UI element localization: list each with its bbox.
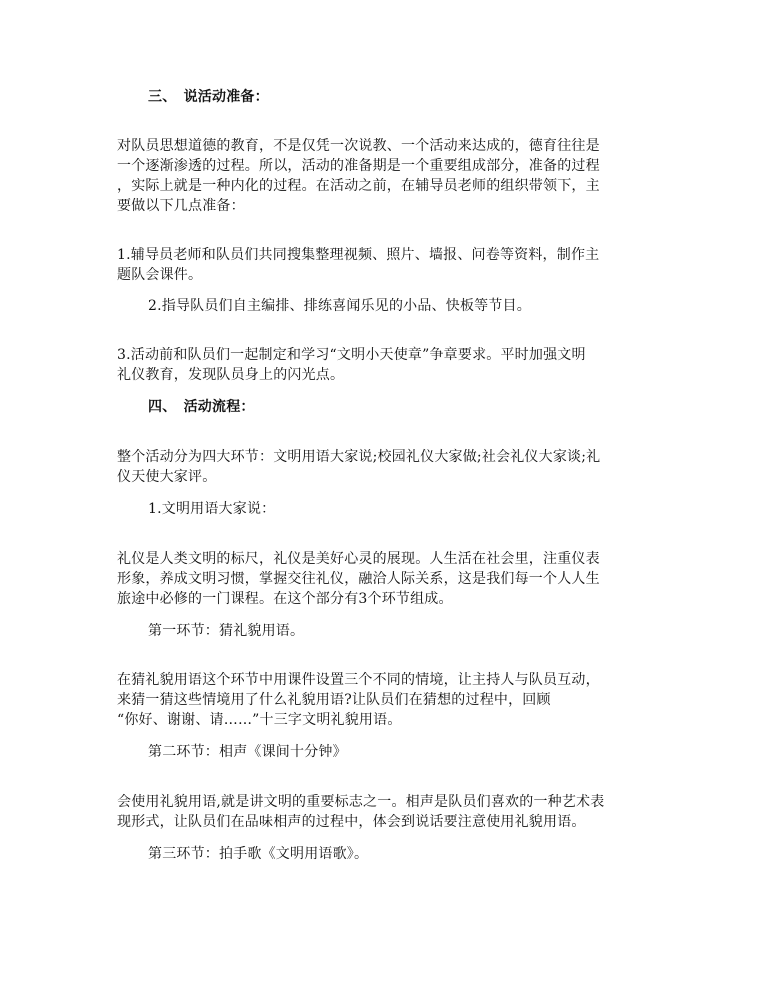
paragraph-line: 仪天使大家评。 xyxy=(117,469,217,485)
paragraph-line: 旅途中必修的一门课程。在这个部分有3个环节组成。 xyxy=(117,591,453,607)
paragraph-line: 礼仪是人类文明的标尺，礼仪是美好心灵的展现。人生活在社会里，注重仪表 xyxy=(117,551,600,567)
list-item-1-line: 1.辅导员老师和队员们共同搜集整理视频、照片、墙报、问卷等资料，制作主 xyxy=(117,247,600,263)
subsection-heading: 1.文明用语大家说： xyxy=(148,501,276,517)
section-heading-4: 四、 活动流程： xyxy=(148,399,255,415)
paragraph-line: 一个逐渐渗透的过程。所以，活动的准备期是一个重要组成部分，准备的过程 xyxy=(117,158,600,174)
list-item-3-line: 礼仪教育，发现队员身上的闪光点。 xyxy=(117,367,345,383)
paragraph-line: 现形式，让队员们在品味相声的过程中，体会到说话要注意使用礼貌用语。 xyxy=(117,814,586,830)
step-1-title: 第一环节：猜礼貌用语。 xyxy=(148,623,305,639)
paragraph-line: 会使用礼貌用语,就是讲文明的重要标志之一。相声是队员们喜欢的一种艺术表 xyxy=(117,794,605,810)
paragraph-line: 来猜一猜这些情境用了什么礼貌用语?让队员们在猜想的过程中，回顾 xyxy=(117,692,551,708)
paragraph-line: 对队员思想道德的教育，不是仅凭一次说教、一个活动来达成的，德育往往是 xyxy=(117,138,600,154)
step-2-title: 第二环节：相声《课间十分钟》 xyxy=(148,744,347,760)
list-item-1-line: 题队会课件。 xyxy=(117,267,203,283)
list-item-3-line: 3.活动前和队员们一起制定和学习“文明小天使章”争章要求。平时加强文明 xyxy=(117,347,586,363)
paragraph-line: ，实际上就是一种内化的过程。在活动之前，在辅导员老师的组织带领下，主 xyxy=(117,178,600,194)
paragraph-line: “你好、谢谢、请……”十三字文明礼貌用语。 xyxy=(117,712,402,728)
step-3-title: 第三环节：拍手歌《文明用语歌》。 xyxy=(148,846,369,862)
paragraph-line: 在猜礼貌用语这个环节中用课件设置三个不同的情境，让主持人与队员互动， xyxy=(117,672,600,688)
paragraph-line: 要做以下几点准备： xyxy=(117,198,245,214)
section-heading-3: 三、 说活动准备： xyxy=(148,89,269,105)
list-item-2: 2.指导队员们自主编排、排练喜闻乐见的小品、快板等节目。 xyxy=(148,298,531,314)
paragraph-line: 形象，养成文明习惯，掌握交往礼仪，融洽人际关系，这是我们每一个人人生 xyxy=(117,571,600,587)
paragraph-line: 整个活动分为四大环节：文明用语大家说;校园礼仪大家做;社会礼仪大家谈;礼 xyxy=(117,449,601,465)
